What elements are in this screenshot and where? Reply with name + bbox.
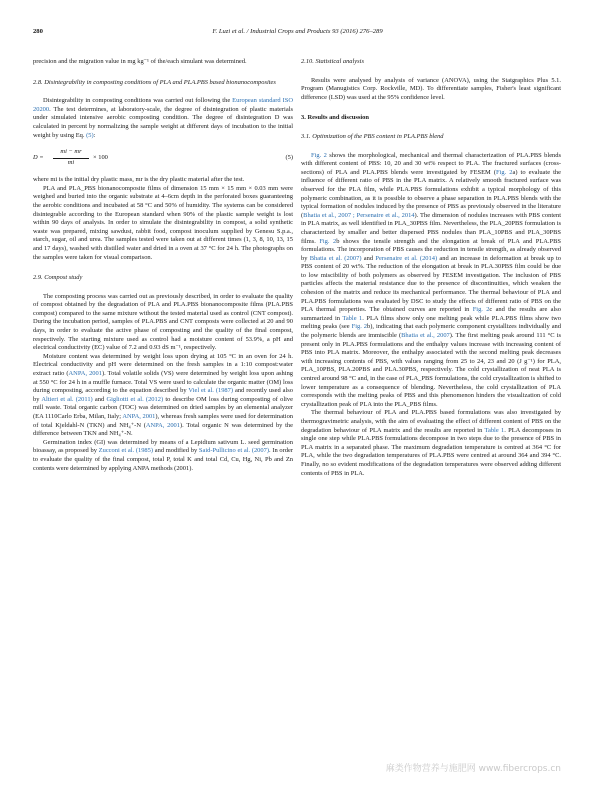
paragraph: Results were analysed by analysis of variance (ANOVA), using the Statgraphics Plus 5.1. Program (Manugistics Corp. Rockville, MD). To differentiate samples, Fisher's least significant difference (LSD) was used at the 95% confidence level. bbox=[301, 76, 561, 101]
paragraph: precision and the migration value in mg kg⁻¹ of the/each simulant was determined. bbox=[33, 58, 247, 65]
table-link[interactable]: Table 1 bbox=[342, 314, 363, 322]
equation-lhs: D = bbox=[33, 154, 44, 162]
journal-citation: F. Luzi et al. / Industrial Crops and Products 93 (2016) 276–289 bbox=[212, 28, 383, 35]
right-column bbox=[301, 58, 561, 478]
section-heading-2-10: 2.10. Statistical analysis bbox=[301, 58, 364, 65]
fig-link[interactable]: Fig. 2 bbox=[472, 306, 490, 314]
eq-ref-link[interactable]: (5) bbox=[86, 131, 94, 139]
ref-link[interactable]: Bhatia et al., 2007 bbox=[401, 332, 450, 340]
section-heading-3: 3. Results and discussion bbox=[301, 114, 369, 122]
equation-5 bbox=[33, 146, 293, 172]
equation-number: (5) bbox=[285, 154, 293, 162]
fig-link[interactable]: Fig. 2 bbox=[319, 237, 337, 245]
paragraph: The thermal behaviour of PLA and PLA.PBS based formulations was also investigated by thermogravimetric analysis, with the aim of evaluating the effect of different content of PBS on the degradation behaviour of PLA matrix and the results are reported in Table 1. PLA decomposes in single one step while PLA.PBS formulations decompose in two steps due to the presence of PBS in PLA matrix in a separated phase. The maximum degradation temperature is centred at 364 °C for PLA, while the two degradation temperatures of PLA.PBS were centred at around 364 and 394 °C. Finally, no so evident modifications of the degradation temperatures were observed adding different contents of PBS in PLA. bbox=[301, 409, 561, 477]
ref-link[interactable]: Zucconi et al. (1985) bbox=[98, 447, 154, 455]
fig-link[interactable]: Fig. 2 bbox=[351, 323, 367, 331]
paragraph: Disintegrability in composting conditions was carried out following the European standard ISO 20200. The test determines, at laboratory-scale, the degree of disintegration of plastic materials under simulated intensive aerobic composting condition. The degree of disintegration D was calculated in percent by normalizing the sample weight at different days of incubation to the initial weight by using Eq. (5): bbox=[33, 97, 293, 139]
running-header bbox=[33, 28, 562, 42]
table-link[interactable]: Table 1 bbox=[484, 426, 505, 434]
paragraph: where mi is the initial dry plastic mass, mr is the dry plastic material after the test. bbox=[33, 176, 245, 184]
fig-link[interactable]: Fig. 2 bbox=[311, 151, 327, 159]
ref-link[interactable]: European standard ISO 20200 bbox=[33, 97, 293, 113]
paragraph: PLA and PLA_PBS bionanocomposite films of dimension 15 mm × 15 mm × 0.03 mm were weighed and buried into the organic substrate at 4–6cm depth in the perforated boxes guaranteeing the aerobic conditions and incubated at 58 °C and 50% of humidity. The systems can be considered disintegrable according to the European standard when 90% of the plastic sample weight is lost within 90 days of analysis. In order to simulate the disintegrability in compost, a solid synthetic waste was prepared, mixing sawdust, rabbit food, compost inoculum supplied by Genesu S.p.a., starch, sugar, oil and urea. The samples tested were taken out at different times (1, 3, 8, 10, 13, 15 and 17 days), washed with distilled water and dried in a oven at 37 °C for 24 h. The photographs on the samples were taken for visual comparison. bbox=[33, 184, 293, 261]
section-heading-2-9: 2.9. Compost study bbox=[33, 274, 83, 282]
fig-link[interactable]: Fig. 2 bbox=[495, 168, 513, 176]
ref-link[interactable]: Viel et al. (1987) bbox=[188, 387, 234, 395]
paragraph: Moisture content was determined by weight loss upon drying at 105 °C in an oven for 24 h. Electrical conductivity and pH were determined on the fresh samples in a 1:10 compost:water extract ratio (ANPA, 2001). Total volatile solids (VS) were determined by weight loss upon ashing at 550 °C for 24 h in a muffle furnace. Total VS were used to calculate the organic matter (OM) loss during composting, according to the equation described by Viel et al. (1987) and recently used also by Altieri et al. (2011) and Gigliotti et al. (2012) to describe OM loss during composting of olive mill waste. Total organic carbon (TOC) was determined on dried samples by an elemental analyzer (EA 1110Carlo Erba, Milan, Italy; ANPA, 2001), whereas fresh samples were used for determination of total Kjeldahl-N (TKN) and NH₄⁺-N (ANPA, 2001). Total organic N was determined by the difference between TKN and NH₄⁺-N. bbox=[33, 352, 294, 438]
equation-multiplier: × 100 bbox=[93, 154, 108, 162]
ref-link[interactable]: Gigliotti et al. (2012) bbox=[106, 395, 164, 403]
ref-link[interactable]: Persenaire et al. (2014) bbox=[375, 254, 438, 262]
equation-fraction bbox=[53, 148, 89, 167]
ref-link[interactable]: ANPA, 2001 bbox=[122, 413, 156, 420]
paragraph: Fig. 2 shows the morphological, mechanical and thermal characterization of PLA.PBS blends with different content of PBS: 10, 20 and 30 wt% respect to PLA. The fractured surfaces (cross-sections) of PLA and PLA.PBS blends were investigated by FESEM (Fig. 2a) to evaluate the influence of different ratio of PBS in the PLA matrix. A relatively smooth fractured surface was observed for the PLA film, while PLA.PBS formulations exhibit a typical morphology of this polymeric combination, as it is possible to observe a phase separation in PLA.PBS blends with the typical formation of nodules induced by the presence of PBS as previously observed in the literature (Bhatia et al., 2007 ; Persenaire et al., 2014). The dimension of nodules increases with PBS content in PLA matrix, as well identified in PLA_30PBS film. Nevertheless, the PLA_20PBS formulation is characterized by smaller and better dispersed PBS nodules than PLA_10PBS and PLA_30PBS films. Fig. 2b shows the tensile strength and the elongation at break of PLA and PLA.PBS formulations. The incorporation of PBS causes the reduction in tensile strength, as already observed by Bhatia et al. (2007) and Persenaire et al. (2014) and an increase in deformation at break up to PBS content of 20 wt%. The reduction of the elongation at break in PLA.30PBS film could be due to low miscibility of both polymers as observed by FESEM investigation. The inclusion of PBS particles affects the material resistance due to the presence of discontinuities, which weaken the cohesion of the matrix and reduce its mechanical performance. The thermal behaviour of PLA and PLA.PBS formulations was evaluated by DSC to study the effects of different ratio of PBS on the PLA thermal properties. The obtained curves are reported in Fig. 2c and the results are also summarized in Table 1. PLA films show only one melting peak while PLA.PBS films show two melting peaks (see Fig. 2b), indicating that each polymeric component crystallizes individually and the polymeric blends are immiscible (Bhatia et al., 2007). The first melting peak around 111 °C is present only in PLA.PBS formulations and the enthalpy values increase with increasing content of PBS into PLA matrix. Moreover, the enthalpy associated with the second melting peak decreases with increasing contents of PBS, with values ranging from 25 to 24, 23 and 20 (J g⁻¹) for PLA, PLA_10PBS, PLA.20PBS and PLA.30PBS, respectively. The cold crystallization of neat PLA is centred around 98 °C and, in the case of PLA_PBS formulations, the cold crystallization is shifted to lower temperature as a consequence of blending. Nevertheless, the cold crystallization of PLA corresponds with the melting peaks of PBS and this phenomenon hinders the visualization of cold crystallization peak of PLA into the PLA_PBS films. bbox=[301, 151, 562, 408]
ref-link[interactable]: Bhatia et al., 2007 ; Persenaire et al., 2014 bbox=[303, 211, 415, 219]
paragraph: Germination index (GI) was determined by means of a Lepidium sativum L. seed germination bioassay, as proposed by Zucconi et al. (1985) and modified by Said-Pullicino et al. (2007). In order to evaluate the quality of the final compost, total P, total K and total Cd, Cu, Hg, Ni, Pb and Zn contents were determined by applying ANPA methods (2001). bbox=[33, 438, 294, 472]
ref-link[interactable]: Bhatia et al. (2007) bbox=[309, 254, 362, 262]
fraction-numerator: mi − mr bbox=[53, 148, 89, 159]
section-heading-2-8: 2.8. Disintegrability in composting conditions of PLA and PLA.PBS based bionanocomposites bbox=[33, 78, 276, 86]
ref-link[interactable]: Altieri et al. (2011) bbox=[41, 395, 93, 403]
ref-link[interactable]: ANPA, 2001 bbox=[68, 370, 102, 378]
fraction-denominator: mi bbox=[67, 158, 75, 166]
left-column bbox=[33, 58, 293, 473]
ref-link[interactable]: ANPA, 2001 bbox=[145, 421, 180, 429]
page-number: 280 bbox=[33, 28, 43, 35]
section-heading-3-1: 3.1. Optimization of the PBS content in PLA.PBS blend bbox=[301, 132, 444, 140]
watermark: 麻类作物营养与施肥网 www.fibercrops.cn bbox=[385, 764, 561, 774]
paragraph: The composting process was carried out as previously described, in order to evaluate the quality of compost obtained by the degradation of PLA and PLA.PBS bionanocomposite films (PLA.PBS compost) compared to the same mixture without the tested material used as control (CNT compost). During the incubation period, samples of PLA.PBS and CNT composts were collected at 20 and 90 days, in order to evaluate the active phase of composting and the quality of the final compost, respectively. The starting mixture used as control had a moisture content of 53.9%, a pH and electrical conductivity (EC) value of 7.2 and 0.93 dS m⁻¹, respectively. bbox=[33, 292, 293, 352]
ref-link[interactable]: Said-Pullicino et al. (2007) bbox=[198, 447, 269, 455]
